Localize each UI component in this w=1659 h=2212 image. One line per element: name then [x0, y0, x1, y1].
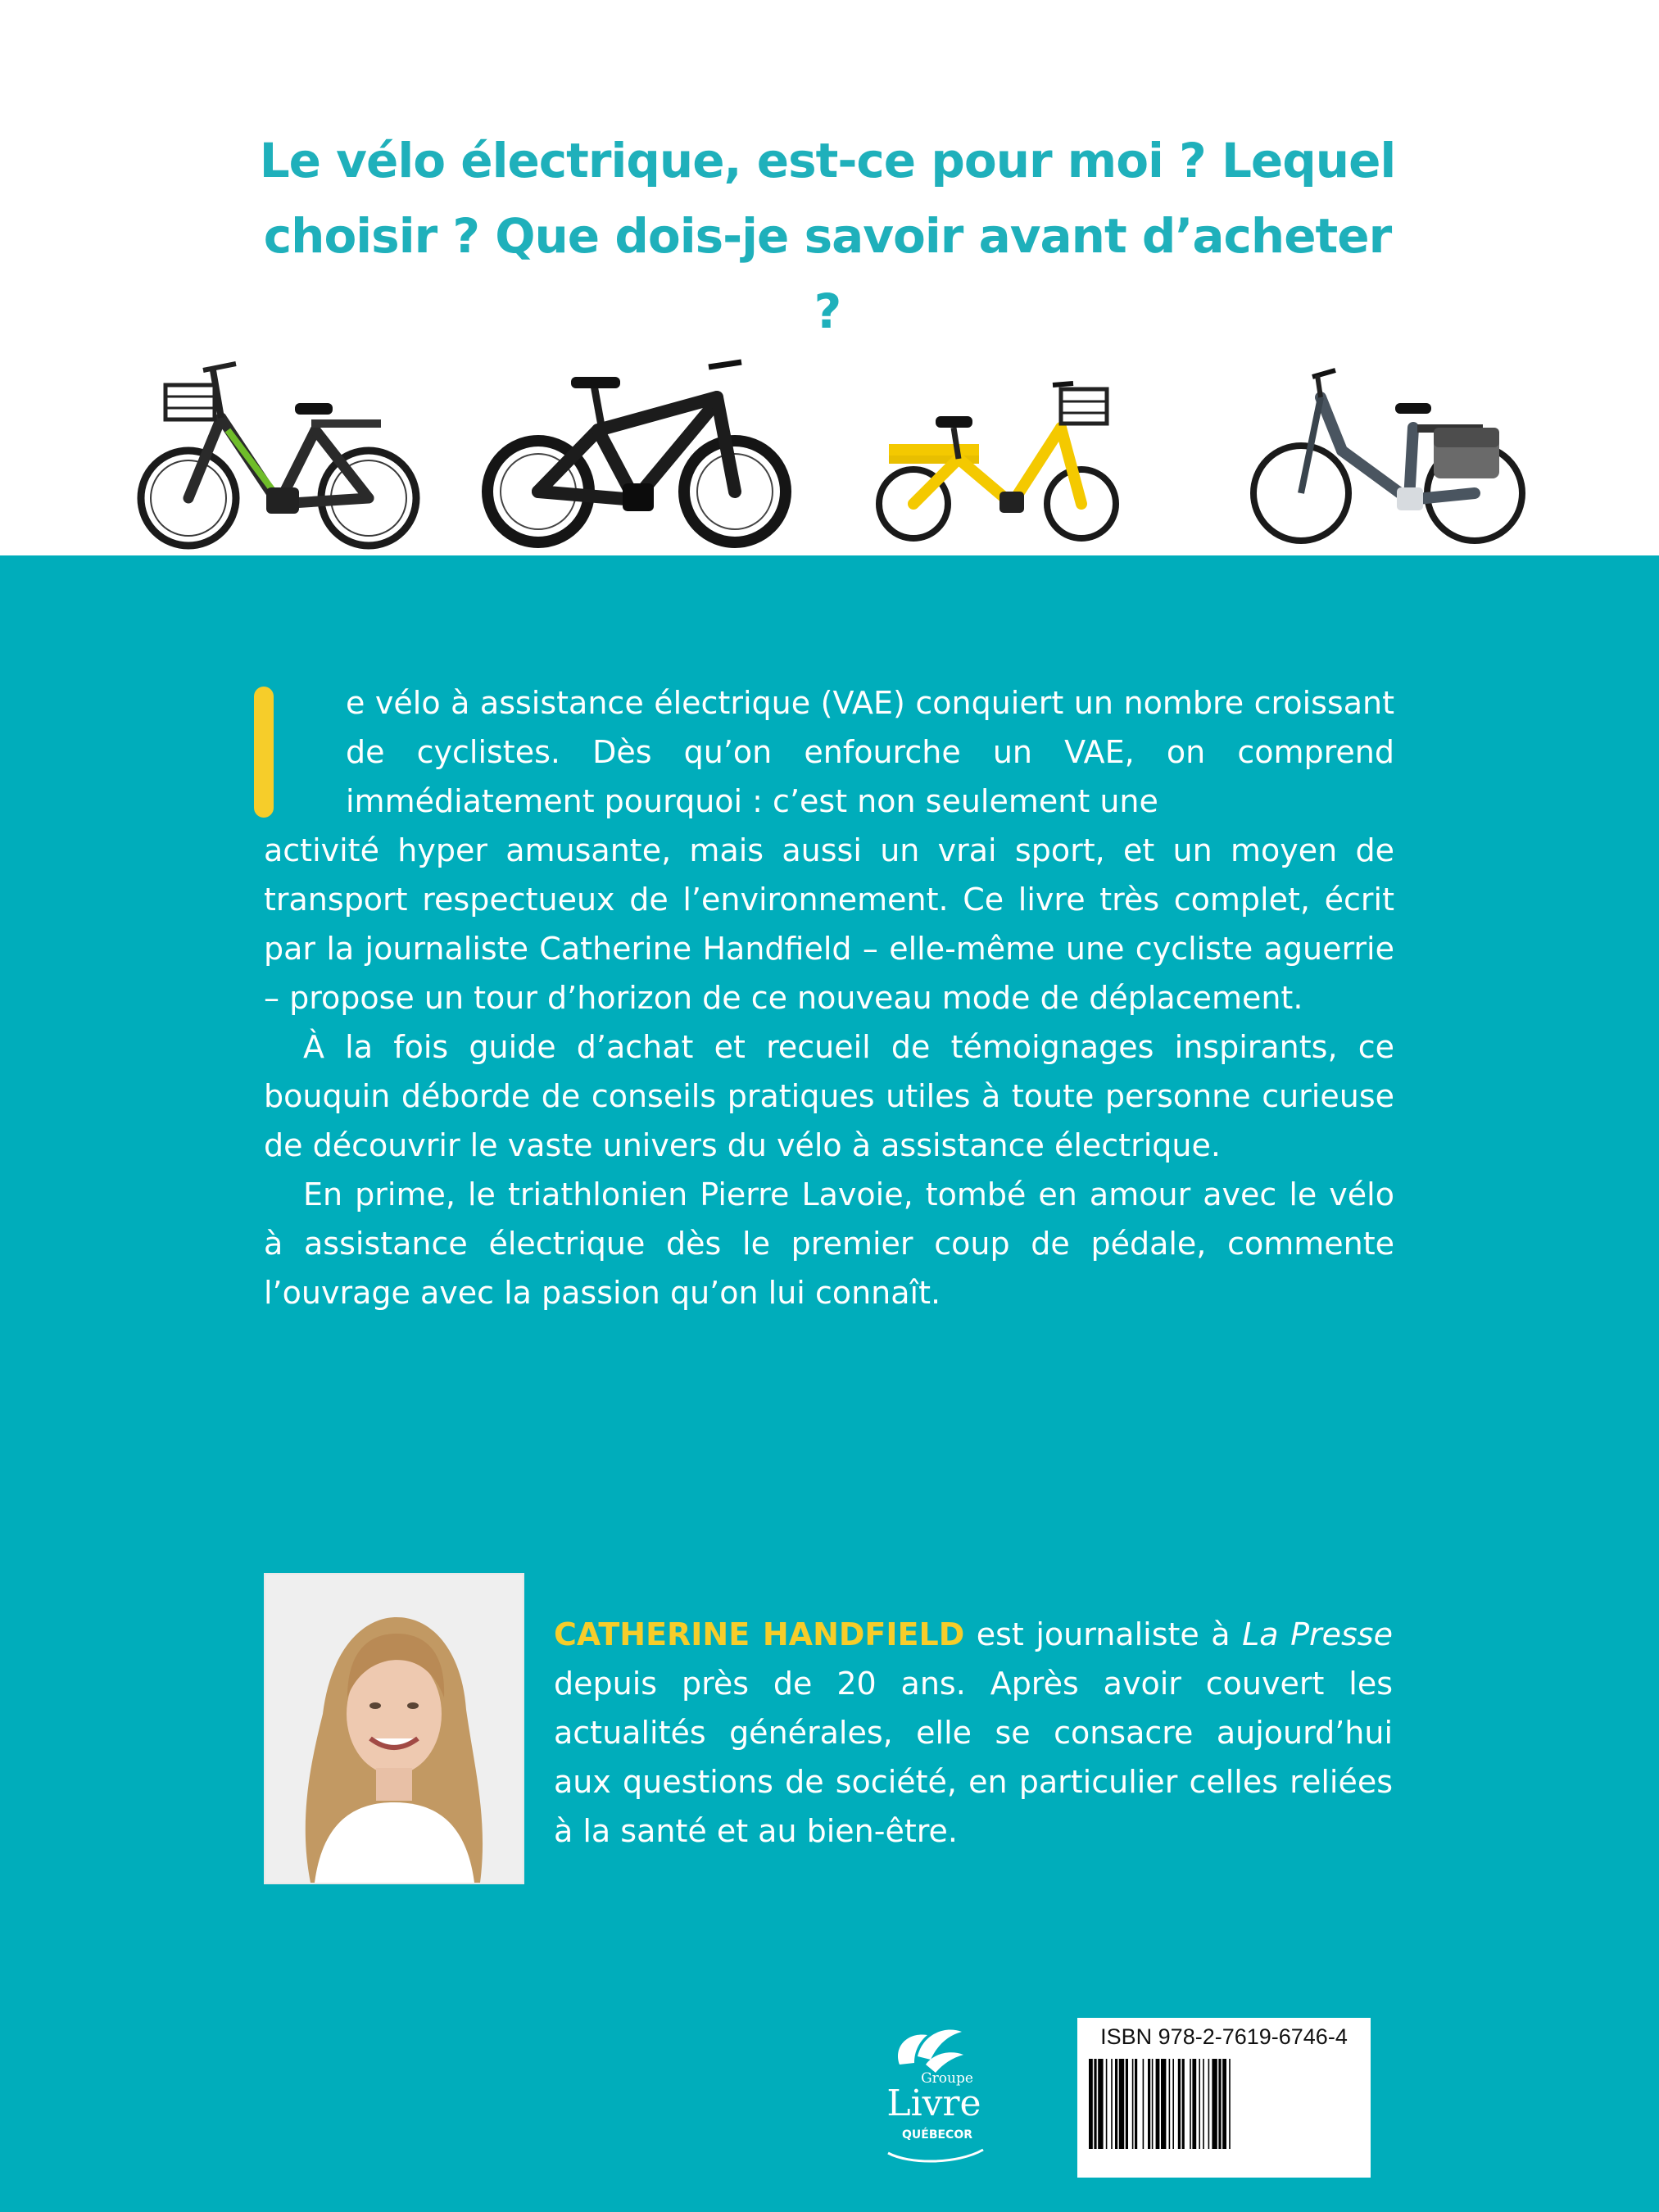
barcode-bar — [1135, 2059, 1137, 2149]
barcode-bar — [1106, 2059, 1108, 2149]
barcode-bar — [1094, 2059, 1096, 2149]
barcode-bar — [1152, 2059, 1154, 2149]
barcode-bar — [1161, 2059, 1166, 2149]
description-paragraph-1-rest: activité hyper amusante, mais aussi un vrai sport, et un moyen de transport respectueux de l’environnement. Ce livre très complet, écrit par la journaliste Catherine Handfield – elle-même une cycliste aguerrie – propose un tour d’horizon de ce nouveau mode de déplacement. — [264, 832, 1394, 1016]
barcode-bar — [1199, 2059, 1200, 2149]
logo-livre: Livre — [886, 2083, 981, 2124]
headline-line-2: choisir ? Que dois-je savoir avant d’acheter ? — [263, 208, 1392, 339]
book-description — [264, 678, 1394, 1317]
barcode-bar — [1119, 2059, 1124, 2149]
logo-groupe: Groupe — [921, 2070, 973, 2087]
author-bio — [554, 1610, 1393, 1856]
barcode-bar — [1182, 2059, 1185, 2149]
bio-text-1: est journaliste à — [964, 1616, 1243, 1652]
barcode-bar — [1143, 2059, 1145, 2149]
barcode-bar — [1212, 2059, 1217, 2149]
cover-headline — [246, 123, 1409, 349]
isbn-barcode-box — [1077, 2018, 1371, 2178]
grey-city-ebike-image — [1245, 352, 1532, 553]
publisher-logo — [868, 2014, 999, 2169]
top-section — [0, 0, 1659, 555]
barcode-image — [1089, 2059, 1359, 2149]
yellow-cargo-ebike-image — [868, 352, 1131, 553]
description-paragraph-2: À la fois guide d’achat et recueil de témoignages inspirants, ce bouquin déborde de conseils pratiques utiles à toute personne curieuse de découvrir le vaste univers du vélo à assistance électrique. — [264, 1029, 1394, 1163]
barcode-bar — [1229, 2059, 1231, 2149]
barcode-bar — [1098, 2059, 1103, 2149]
barcode-bar — [1111, 2059, 1113, 2149]
bio-text-2: depuis près de 20 ans. Après avoir couvert les actualités générales, elle se consacre aujourd’hui aux questions de société, en particulier celles reliées à la santé et au bien-être. — [554, 1666, 1393, 1849]
barcode-bar — [1192, 2059, 1196, 2149]
barcode-bar — [1089, 2059, 1093, 2149]
barcode-bar — [1203, 2059, 1204, 2149]
barcode-bar — [1169, 2059, 1171, 2149]
green-ebike-image — [131, 352, 434, 553]
barcode-bar — [1126, 2059, 1128, 2149]
barcode-bar — [1178, 2059, 1181, 2149]
description-paragraph-1 — [264, 678, 1394, 1022]
barcode-bar — [1148, 2059, 1150, 2149]
author-photo — [264, 1573, 524, 1884]
barcode-bar — [1156, 2059, 1160, 2149]
logo-quebecor: QUÉBECOR — [901, 2128, 973, 2142]
author-name: CATHERINE HANDFIELD — [554, 1616, 965, 1652]
barcode-bar — [1172, 2059, 1174, 2149]
barcode-bar — [1218, 2059, 1221, 2149]
barcode-bar — [1132, 2059, 1134, 2149]
headline-line-1: Le vélo électrique, est-ce pour moi ? Lequel — [259, 133, 1396, 188]
isbn-number: ISBN 978-2-7619-6746-4 — [1100, 2024, 1348, 2049]
barcode-bar — [1222, 2059, 1226, 2149]
description-paragraph-3: En prime, le triathlonien Pierre Lavoie, tombé en amour avec le vélo à assistance électrique dès le premier coup de pédale, commente l’ouvrage avec la passion qu’on lui connaît. — [264, 1176, 1394, 1311]
barcode-bar — [1190, 2059, 1191, 2149]
barcode-bar — [1115, 2059, 1117, 2149]
black-mountain-ebike-image — [479, 352, 799, 553]
bike-photo-row — [0, 352, 1659, 555]
description-lead: e vélo à assistance électrique (VAE) conquiert un nombre croissant de cyclistes. Dès qu’on enfourche un VAE, on comprend immédiatement pourquoi : c’est non seulement une — [346, 685, 1394, 819]
barcode-bar — [1208, 2059, 1210, 2149]
publication-name: La Presse — [1242, 1616, 1393, 1652]
